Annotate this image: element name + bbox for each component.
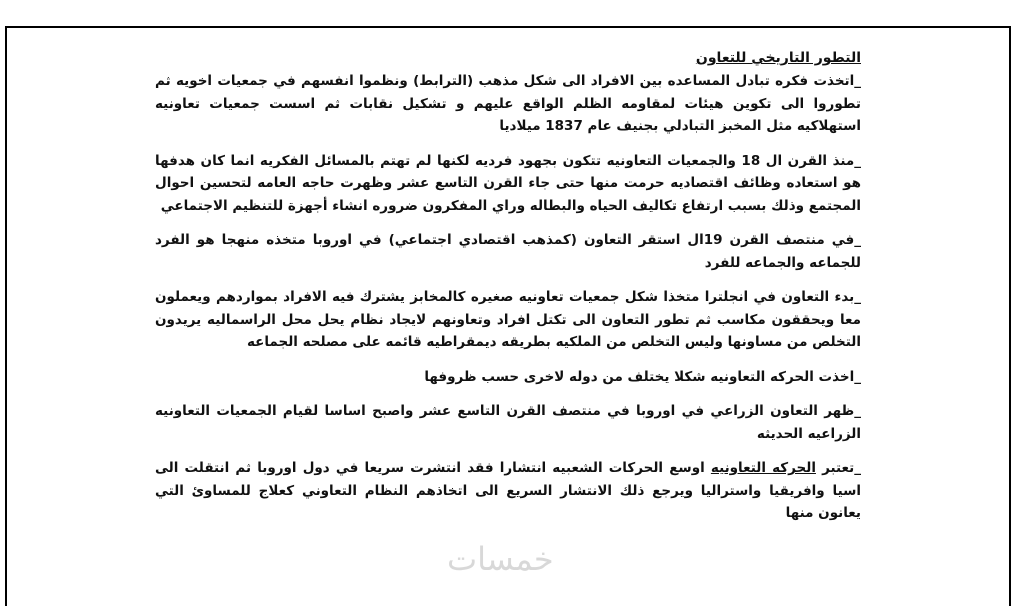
document-body [155, 50, 861, 537]
paragraph-7 [155, 457, 861, 525]
paragraph-1: _اتخذت فكره تبادل المساعده بين الافراد الى شكل مذهب (الترابط) ونظموا انفسهم في جمعيات اخويه ثم تطوروا الى تكوين هيئات لمقاومه الظلم الواقع عليهم و تشكيل نقابات ثم اسست جمعيات تعاونيه استهلاكيه مثل المخبز التبادلي بجنيف عام 1837 ميلاديا [155, 73, 861, 134]
paragraph-4: _بدء التعاون في انجلترا متخذا شكل جمعيات تعاونيه صغيره كالمخابز يشترك فيه الافراد بمواردهم ويعملون معا ويحققون مكاسب ثم تطور التعاون الى تكتل افراد وتعاونهم لايجاد نظام يحل محل الراسماليه يريدون التخلص من مساونها وليس التخلص من الملكيه بطريقه ديمقراطيه قائمه على مصلحه الجماعه [155, 289, 861, 350]
paragraph-3: _في منتصف القرن 19ال استقر التعاون (كمذهب اقتصادي اجتماعي) في اوروبا متخذه منهجا هو الفرد للجماعه والجماعه للفرد [155, 232, 861, 271]
paragraph-2: _منذ القرن ال 18 والجمعيات التعاونيه تتكون بجهود فرديه لكنها لم تهتم بالمسائل الفكريه انما كان هدفها هو استعاده وظائف اقتصاديه حرمت منها حتى جاء القرن التاسع عشر وظهرت حاجه العامه لتحسين احوال المجتمع وذلك بسبب ارتفاع تكاليف الحياه والبطاله وراي المفكرون ضروره انشاء أجهزة للتنظيم الاجتماعي [155, 152, 861, 214]
paragraph-7-prefix: _تعتبر [815, 460, 861, 476]
watermark-logo: خمسات [447, 540, 554, 578]
paragraph-5: _اخذت الحركه التعاونيه شكلا يختلف من دوله لاخرى حسب ظروفها [424, 368, 861, 385]
paragraph-7-rest: اوسع الحركات الشعبيه انتشارا فقد انتشرت سريعا في دول اوروبا ثم انتقلت الى اسيا وافريقيا واستراليا ويرجع ذلك الانتشار السريع الى اتخاذهم النظام التعاوني كعلاج للمساوئ التي يعانون منها [155, 460, 861, 521]
paragraph-6: _ظهر التعاون الزراعي في اوروبا في منتصف القرن التاسع عشر واصبح اساسا لقيام الجمعيات التعاونيه الزراعيه الحديثه [155, 403, 861, 442]
document-title: التطور التاريخي للتعاون [695, 50, 861, 66]
paragraph-7-underlined: الحركه التعاونيه [710, 460, 816, 476]
